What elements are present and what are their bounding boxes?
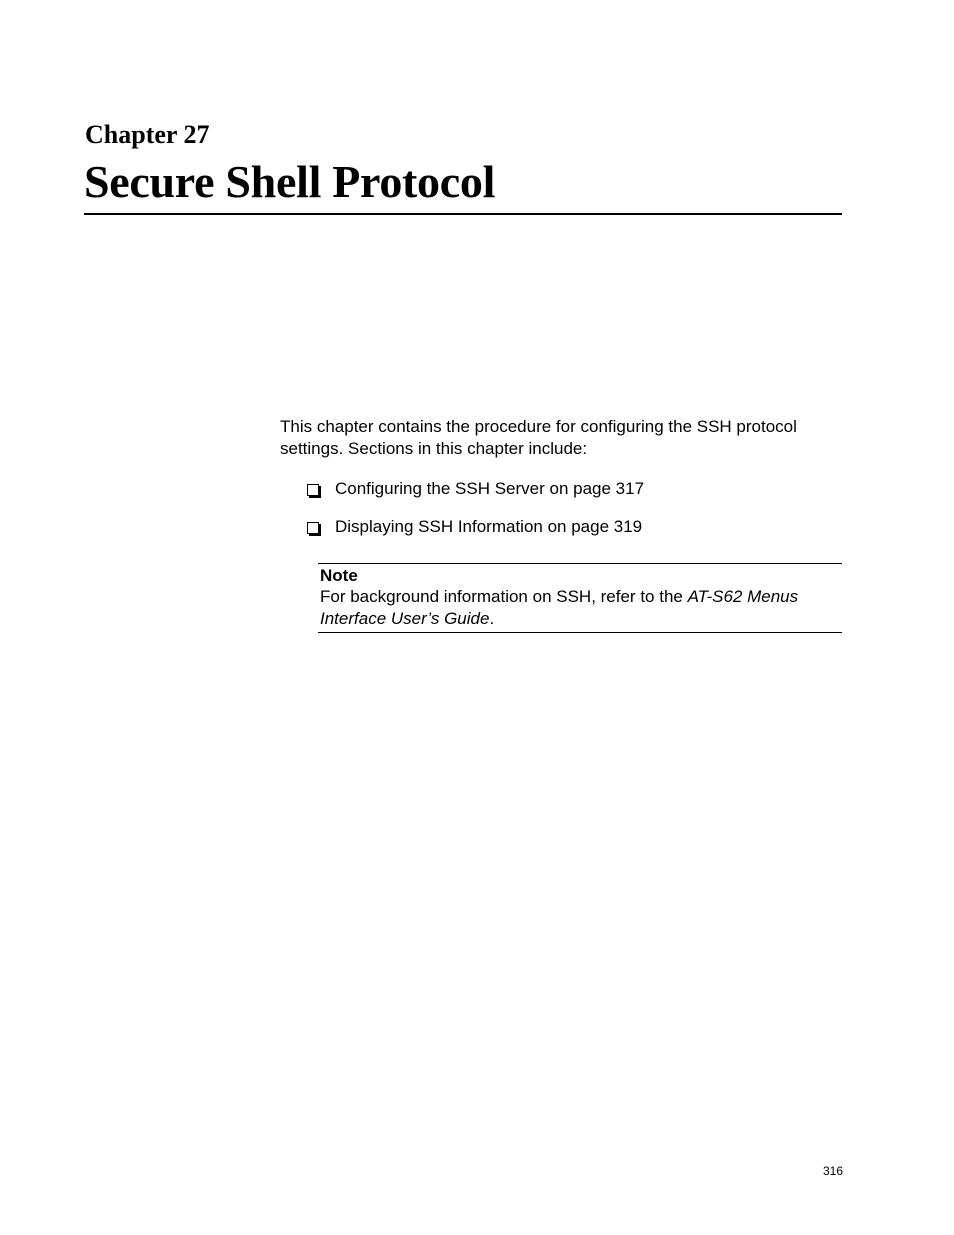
chapter-label: Chapter 27 (85, 120, 210, 149)
page-number: 316 (823, 1164, 844, 1178)
list-item (307, 478, 644, 500)
section-link-displaying-ssh-information[interactable]: Displaying SSH Information on page 319 (335, 517, 643, 536)
checkbox-icon (307, 522, 319, 534)
note-label: Note (320, 566, 358, 585)
note-text-after: . (489, 609, 495, 628)
note-text (320, 586, 842, 630)
note-box (318, 563, 842, 633)
guide-title: AT-S62 Menus Interface User’s Guide (320, 587, 799, 628)
title-rule (84, 213, 842, 215)
checkbox-icon (307, 484, 319, 496)
chapter-title: Secure Shell Protocol (84, 156, 496, 207)
section-link-configuring-ssh-server[interactable]: Configuring the SSH Server on page 317 (335, 479, 645, 498)
intro-paragraph: This chapter contains the procedure for configuring the SSH protocol settings. Sections in this chapter include: (280, 417, 797, 458)
section-list (307, 478, 644, 554)
note-text-before: For background information on SSH, refer to the (320, 587, 688, 606)
list-item (307, 516, 644, 538)
